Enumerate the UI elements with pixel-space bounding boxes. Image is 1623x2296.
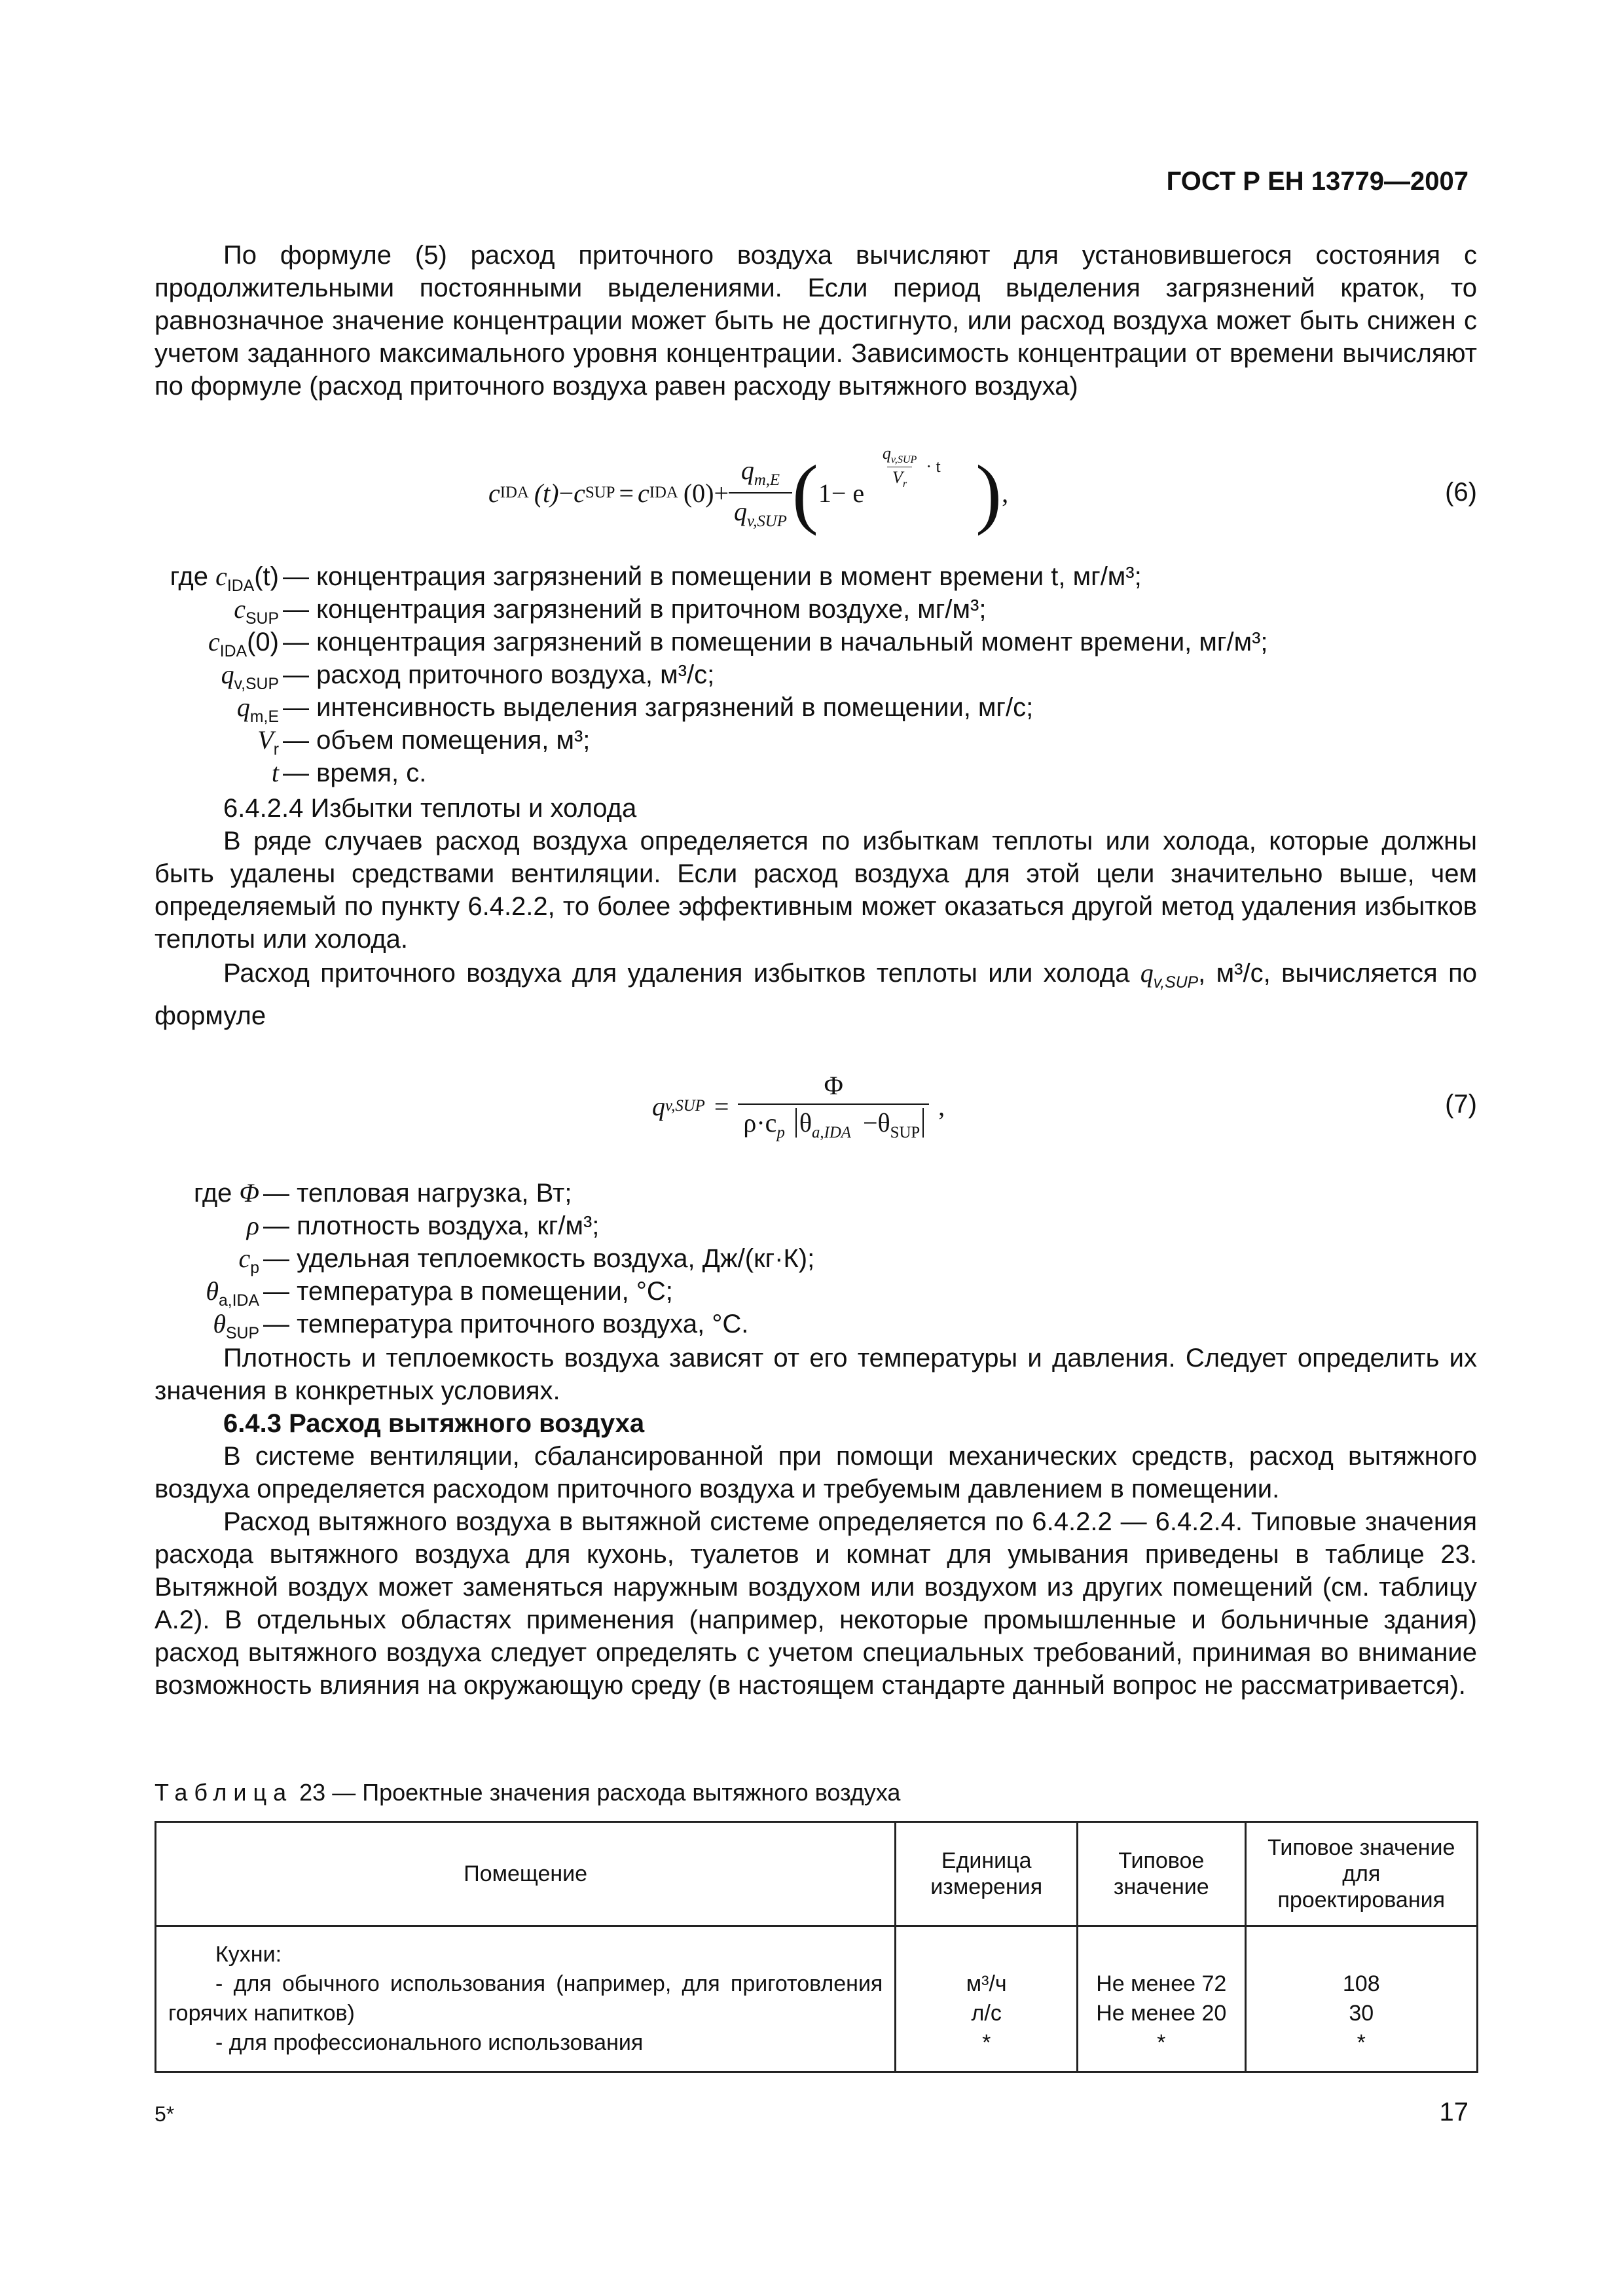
equation-7-number: (7)	[1445, 1090, 1477, 1119]
paragraph-heat-excess: В ряде случаев расход воздуха определяется по избыткам теплоты или холода, которые должны быть удалены средствами вентиляции. Если расход воздуха для этой цели значительно выше, чем определяемый по пункту 6.4.2.2, то более эффективным может оказаться другой метод удаления избытков теплоты или холода.	[155, 827, 1477, 954]
section-6-4-3-heading: 6.4.3 Расход вытяжного воздуха	[223, 1409, 645, 1438]
design-value-cell: 108 30 *	[1245, 1926, 1478, 2072]
legend-row: $c_{IDA}(0)$ — концентрация загрязнений в помещении в начальный момент времени, мг/м³;	[208, 627, 1268, 660]
standard-code-header: ГОСТ Р ЕН 13779—2007	[1166, 167, 1468, 196]
paragraph-density-note: Плотность и теплоемкость воздуха зависят от его температуры и давления. Следует определить их значения в конкретных условиях.	[155, 1344, 1477, 1405]
legend-row: $c_{SUP}$ — концентрация загрязнений в приточном воздухе, мг/м³;	[234, 594, 987, 628]
col-header-room: Помещение	[156, 1822, 896, 1926]
paragraph-supply-heat: Расход приточного воздуха для удаления избытков теплоты или холода $q_{v,SUP}$, м³/с, вычисляется по формуле	[155, 958, 1477, 1030]
paragraph-intro: По формуле (5) расход приточного воздуха вычисляют для установившегося состояния с продолжительными постоянными выделениями. Если период выделения загрязнений краток, то равнозначное значение концентрации может быть не достигнуто, или расход воздуха может быть снижен с учетом заданного максимального уровня концентрации. Зависимость концентрации от времени вычисляют по формуле (расход приточного воздуха равен расходу вытяжного воздуха)	[155, 241, 1477, 401]
col-header-typical: Типовое значение	[1078, 1822, 1245, 1926]
legend-row: $q_{v,SUP}$ — расход приточного воздуха, м³/с;	[221, 660, 715, 693]
legend-row: ρ — плотность воздуха, кг/м³;	[246, 1211, 600, 1240]
table-row	[156, 1926, 1478, 2072]
legend-row: $c_p$ — удельная теплоемкость воздуха, Дж/(кг·К);	[238, 1244, 815, 1277]
table-header-row	[156, 1822, 1478, 1926]
equation-6-number: (6)	[1445, 478, 1477, 507]
unit-cell: м³/ч л/с *	[896, 1926, 1078, 2072]
col-header-design: Типовое значение для проектирования	[1245, 1822, 1478, 1926]
legend-row: где $c_{IDA}(t)$ — концентрация загрязнений в помещении в момент времени t, мг/м³;	[170, 562, 1142, 595]
section-6-4-2-4-heading: 6.4.2.4 Избытки теплоты и холода	[223, 794, 637, 823]
equation-6-legend	[155, 560, 1477, 789]
legend-row: где Φ — тепловая нагрузка, Вт;	[194, 1178, 572, 1208]
paragraph-exhaust-values: Расход вытяжного воздуха в вытяжной системе определяется по 6.4.2.2 — 6.4.2.4. Типовые значения расхода вытяжного воздуха для кухонь, туалетов и комнат для умывания приведены в таблице 23. Вытяжной воздух может заменяться наружным воздухом или воздухом из других помещений (см. таблицу А.2). В отдельных областях применения (например, некоторые промышленные и больничные здания) расход вытяжного воздуха следует определять с учетом специальных требований, принимая во внимание возможность влияния на окружающую среду (в настоящем стандарте данный вопрос не рассматривается).	[155, 1507, 1477, 1700]
legend-row: $q_{m,E}$ — интенсивность выделения загрязнений в помещении, мг/с;	[236, 692, 1034, 726]
paragraph-exhaust-balance: В системе вентиляции, сбалансированной при помощи механических средств, расход вытяжного воздуха определяется расходом приточного воздуха и требуемым давлением в помещении.	[155, 1442, 1477, 1503]
col-header-unit: Единица измерения	[896, 1822, 1078, 1926]
equation-7-legend	[155, 1177, 1477, 1340]
typical-value-cell: Не менее 72 Не менее 20 *	[1078, 1926, 1245, 2072]
legend-row: t — время, с.	[271, 758, 427, 787]
legend-row: $\theta_{SUP}$ — температура приточного воздуха, °С.	[213, 1309, 749, 1342]
legend-row: $V_r$ — объем помещения, м³;	[257, 725, 591, 759]
equation-7: q v,SUP = $\frac{\Phi}{\rho\cdot c_p \theta_{a,IDA} -\theta_{SUP}}$ , (7)	[652, 1071, 1477, 1141]
page-number: 17	[1439, 2098, 1468, 2126]
footer-sheet-mark: 5*	[155, 2102, 175, 2126]
room-cell: Кухни: - для обычного использования (например, для приготовления горячих напитков) - для профессионального использования	[156, 1926, 896, 2072]
eq7-fraction: $\frac{\Phi}{\rho\cdot c_p \theta_{a,IDA} -\theta_{SUP}}$	[738, 1070, 929, 1142]
exhaust-air-table	[155, 1821, 1478, 2073]
table-caption: Таблица 23 — Проектные значения расхода вытяжного воздуха	[155, 1779, 901, 1806]
eq6-fraction: $\frac{q_{m,E}}{q_{v,SUP}}$	[729, 455, 792, 531]
eq6-exponential: 1− e $\frac{q_{v,SUP}}{V_r}$ · t	[818, 443, 941, 508]
legend-row: $\theta_{a,IDA}$ — температура в помещении, °С;	[206, 1276, 673, 1310]
equation-6: c IDA (t) − c SUP = c IDA (0) + $\frac{q_{m,E}}{q_{v,SUP}}$ ( 1− e $\frac{q_{v,SUP}}{V_r}$ · t ) , (6)	[488, 443, 1477, 536]
